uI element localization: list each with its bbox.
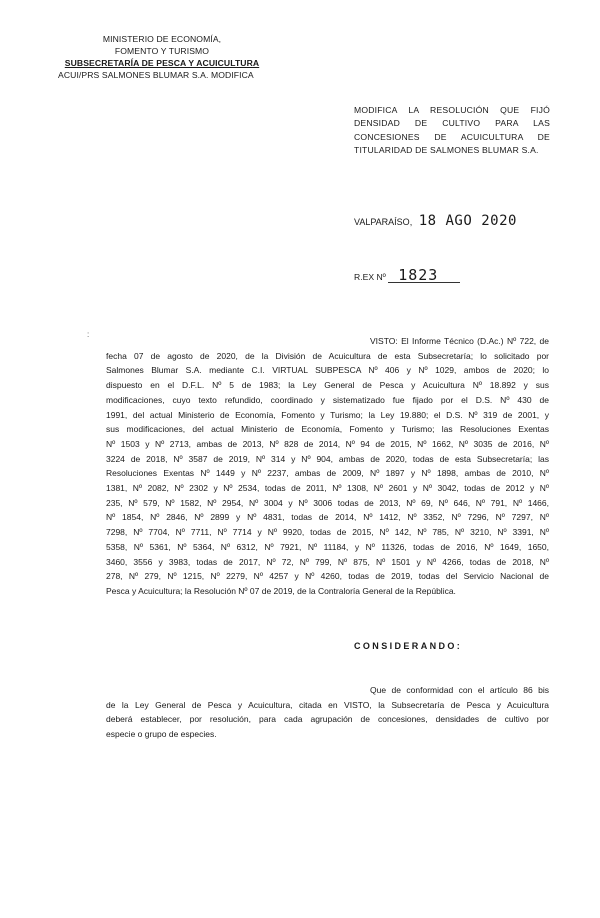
visto-line: fecha 07 de agosto de 2020, de la División de Acuicultura de esta Subsecretaría; lo solicitado por	[106, 350, 549, 361]
visto-line: 3224 de 2018, Nº 3587 de 2019, Nº 314 y Nº 904, ambas de 2020, todas de esta Subsecretaría; las	[106, 453, 549, 464]
visto-line: Salmones Blumar S.A. mediante C.I. VIRTUAL SUBPESCA Nº 406 y Nº 1029, ambos de 2020; lo	[106, 365, 549, 376]
visto-line: Nº 1503 y Nº 2713, ambas de 2013, Nº 828 de 2014, Nº 94 de 2015, Nº 1662, Nº 3035 de 2016, Nº	[106, 438, 549, 449]
visto-section	[106, 334, 549, 599]
visto-line: 235, Nº 579, Nº 1582, Nº 2954, Nº 3004 y Nº 3006 todas de 2013, Nº 69, Nº 646, Nº 791, Nº 1466,	[106, 497, 549, 508]
visto-line: 1991, del actual Ministerio de Economía, Fomento y Turismo; la Ley 19.880; el D.S. Nº 319 de 2001, y	[106, 409, 549, 420]
visto-line: 3460, 3556 y 3983, todas de 2017, Nº 72, Nº 799, Nº 875, Nº 1501 y Nº 4266, todas de 2018, Nº	[106, 556, 549, 567]
visto-line: modificaciones, cuyo texto refundido, coordinado y sistematizado fue fijado por el D.S. Nº 430 de	[106, 394, 549, 405]
subject-line: DENSIDAD DE CULTIVO PARA LAS	[354, 118, 550, 129]
subsecretaria-name: SUBSECRETARÍA DE PESCA Y ACUICULTURA	[64, 58, 260, 68]
visto-line: sus modificaciones, del actual Ministerio de Economía, Fomento y Turismo; las Resoluciones Exentas	[106, 424, 549, 435]
resolution-subject	[354, 104, 550, 158]
resolution-label: R.EX Nº	[354, 272, 386, 282]
visto-line: 1381, Nº 2082, Nº 2302 y Nº 2534, todas de 2011, Nº 1308, Nº 2601 y Nº 3042, todas de 2012 y Nº	[106, 483, 549, 494]
ministry-name: MINISTERIO DE ECONOMÍA,	[102, 34, 222, 44]
ministry-name-2: FOMENTO Y TURISMO	[114, 46, 210, 56]
visto-line: Resoluciones Exentas Nº 1449 y Nº 2237, ambas de 2009, Nº 1897 y Nº 1898, ambas de 2010, Nº	[106, 468, 549, 479]
visto-line: Pesca y Acuicultura; la Resolución Nº 07 de 2019, de la Contraloría General de la República.	[106, 585, 456, 596]
subject-line: MODIFICA LA RESOLUCIÓN QUE FIJÓ	[354, 105, 550, 115]
paragraph-line: Que de conformidad con el artículo 86 bis	[370, 685, 549, 695]
visto-line: 278, Nº 279, Nº 1215, Nº 2279, Nº 4257 y Nº 4260, todas de 2019, todas del Servicio Nacional de	[106, 571, 549, 582]
considerando-heading: CONSIDERANDO:	[354, 641, 463, 651]
resolution-number	[354, 268, 460, 283]
paragraph-line: deberá establecer, por resolución, para cada agrupación de concesiones, densidades de cultivo por	[106, 714, 549, 725]
city: VALPARAÍSO,	[354, 217, 413, 227]
subject-line: CONCESIONES DE ACUICULTURA DE	[354, 131, 550, 142]
visto-line: Nº 1854, Nº 2846, Nº 2899 y Nº 4831, todas de 2014, Nº 1412, Nº 3352, Nº 7296, Nº 7297, Nº	[106, 512, 549, 523]
subject-line: TITULARIDAD DE SALMONES BLUMAR S.A.	[354, 145, 539, 156]
date-stamp: 18 AGO 2020	[418, 213, 517, 229]
visto-line: 5358, Nº 5361, Nº 5364, Nº 6312, Nº 7921, Nº 11184, y Nº 11326, todas de 2016, Nº 1649, 1650,	[106, 541, 549, 552]
reference-code: ACUI/PRS SALMONES BLUMAR S.A. MODIFICA	[58, 70, 254, 80]
considerando-paragraph	[106, 683, 549, 742]
paragraph-line: especie o grupo de especies.	[106, 729, 217, 740]
letterhead	[58, 33, 262, 81]
margin-mark: :	[87, 330, 90, 339]
resolution-number-value: 1823	[388, 268, 460, 283]
visto-line: dispuesto en el D.F.L. Nº 5 de 1983; la Ley General de Pesca y Acuicultura Nº 18.892 y sus	[106, 380, 549, 391]
visto-line: VISTO: El Informe Técnico (D.Ac.) Nº 722, de	[370, 336, 549, 346]
place-date	[354, 213, 517, 229]
visto-line: 7298, Nº 7704, Nº 7711, Nº 7714 y Nº 9920, todas de 2015, Nº 142, Nº 785, Nº 3210, Nº 3391, Nº	[106, 527, 549, 538]
paragraph-line: de la Ley General de Pesca y Acuicultura, citada en VISTO, la Subsecretaría de Pesca y Acuicultura	[106, 699, 549, 710]
